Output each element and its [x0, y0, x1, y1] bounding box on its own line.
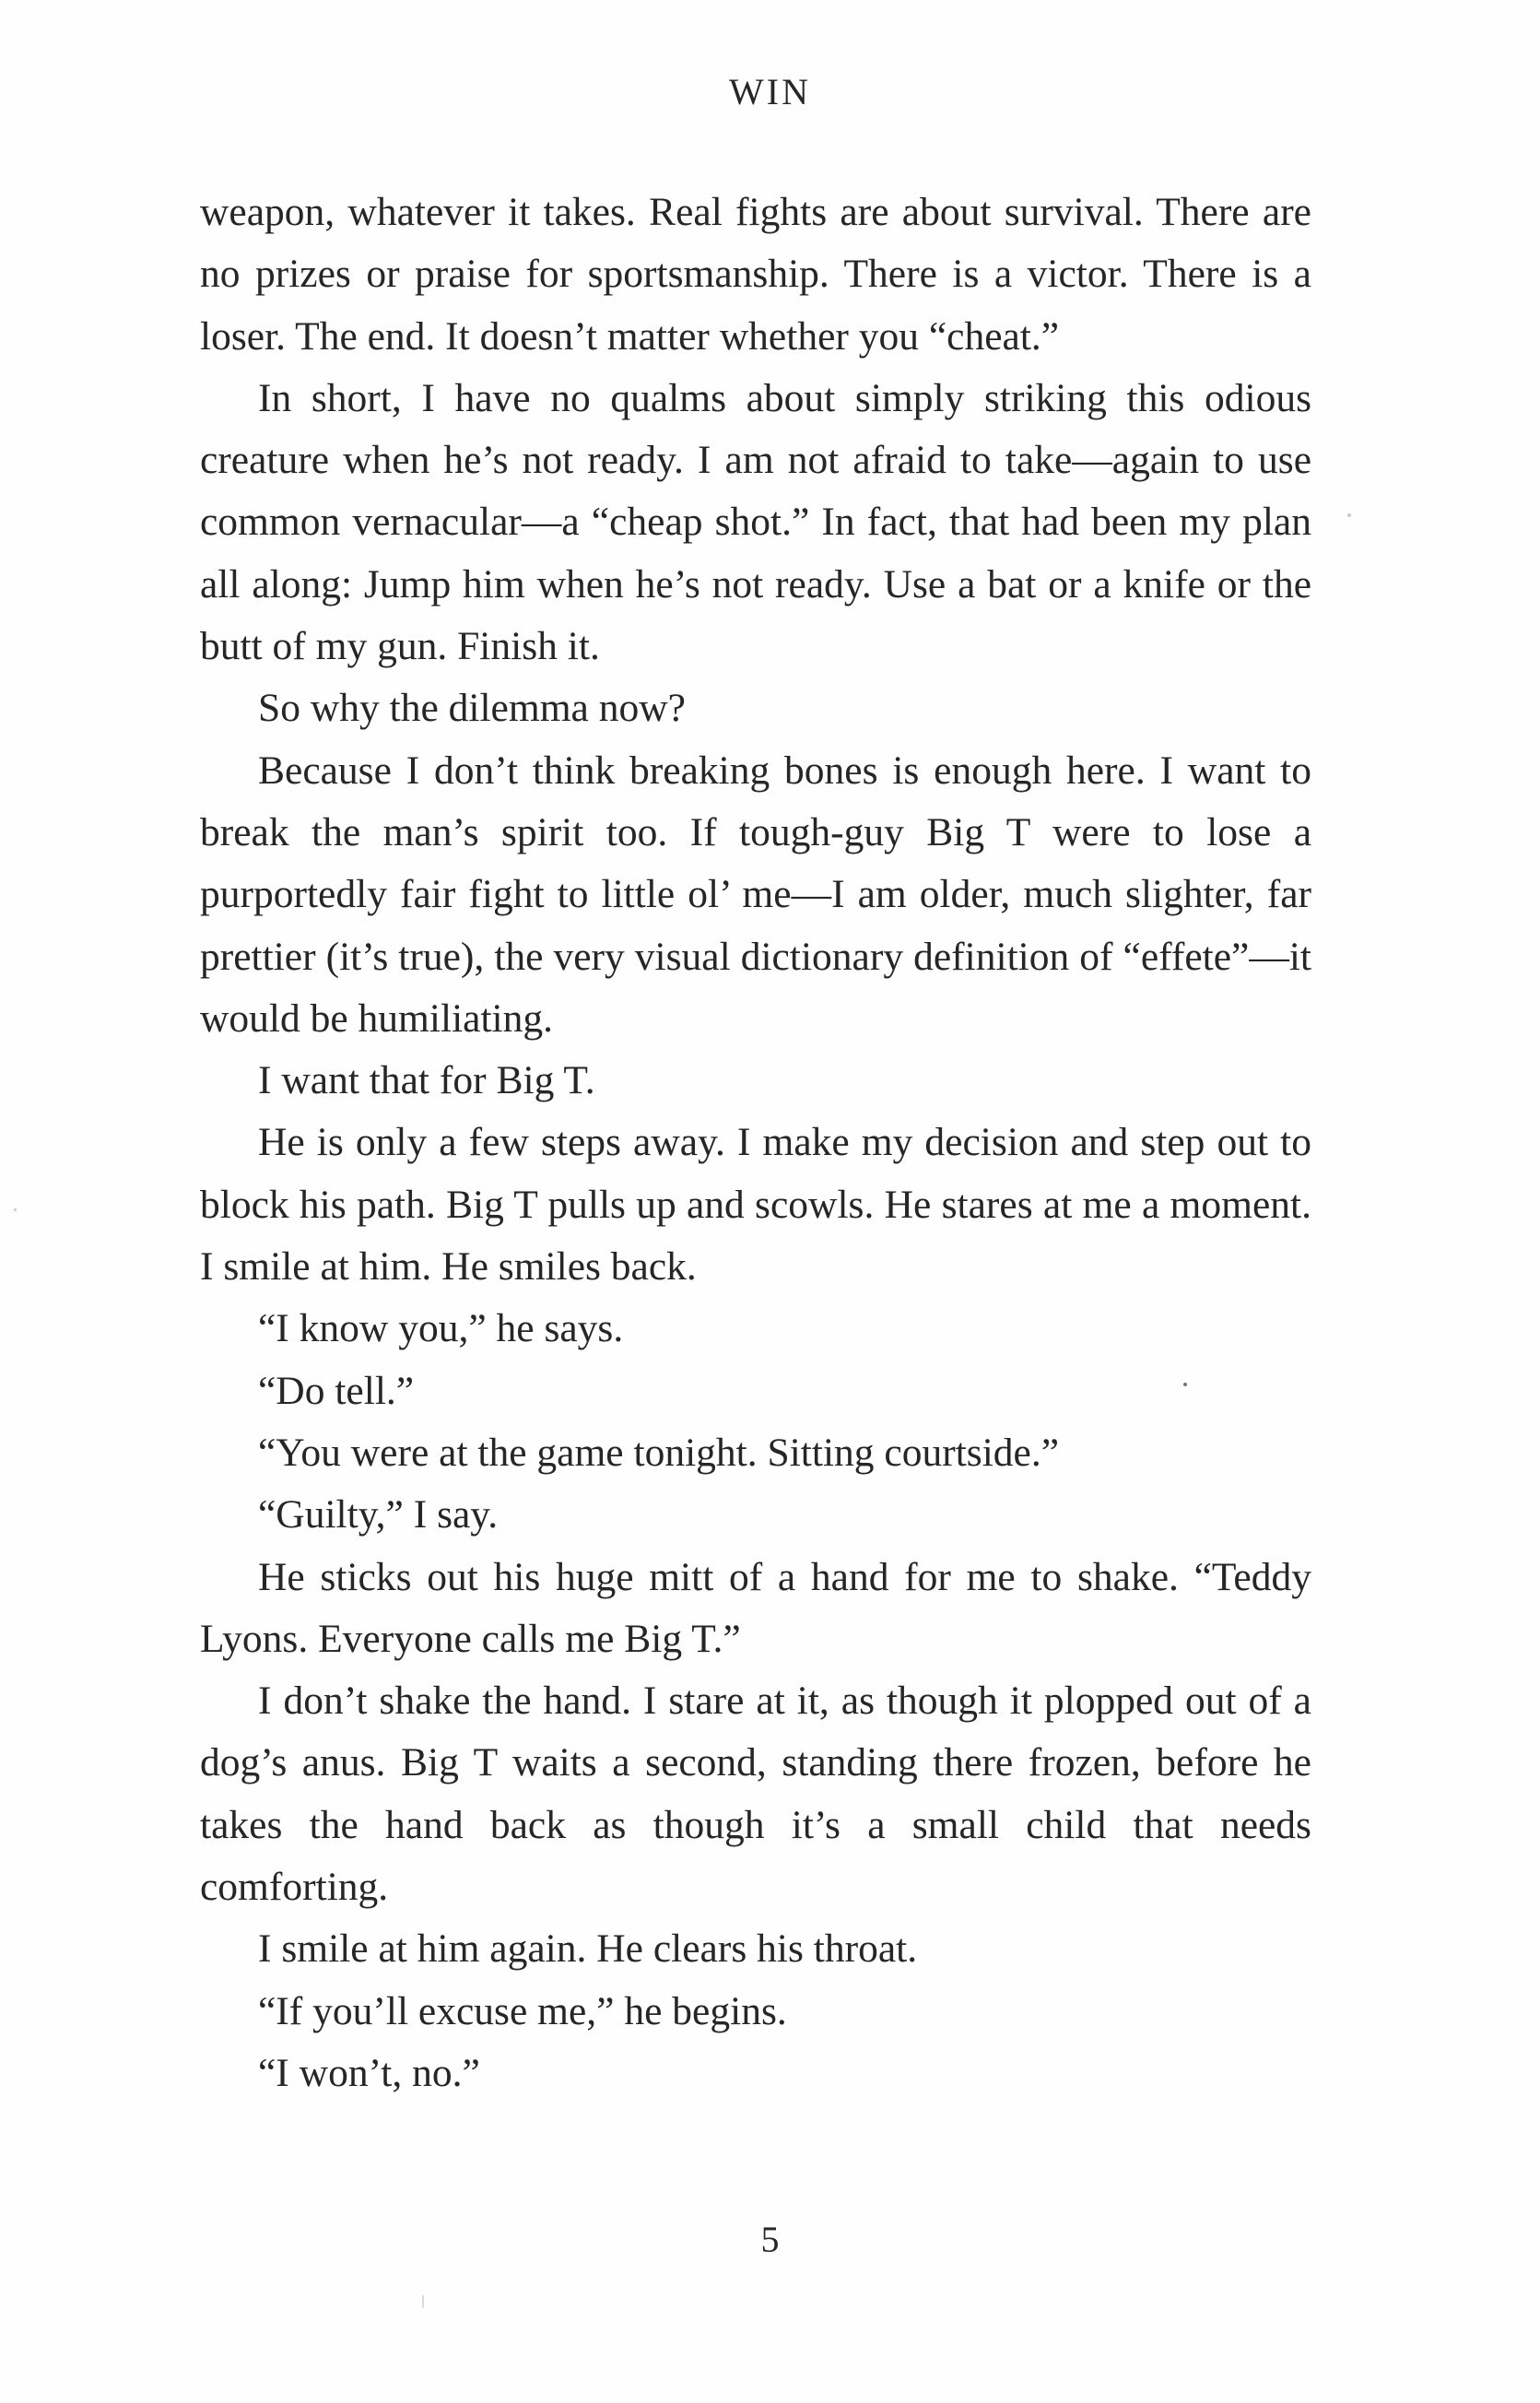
paragraph: “Do tell.” — [258, 1368, 415, 1413]
paragraph: He sticks out his huge mitt of a hand for me to shake. “Teddy Lyons. Everyone calls me Big T.” — [200, 1554, 1311, 1661]
paragraph: I want that for Big T. — [258, 1058, 595, 1103]
paragraph: I smile at him again. He clears his throat. — [258, 1926, 918, 1972]
scan-speck — [1183, 1383, 1187, 1386]
paragraph: “I won’t, no.” — [258, 2050, 480, 2095]
paragraph: “Guilty,” I say. — [258, 1492, 499, 1537]
paragraph: weapon, whatever it takes. Real fights are about survival. There are no prizes or praise for sportsmanship. There is a victor. There is a loser. The end. It doesn’t matter whether you “cheat.” — [200, 190, 1311, 359]
scan-speck — [1347, 513, 1351, 517]
paragraph: “If you’ll excuse me,” he begins. — [258, 1988, 787, 2033]
page-number: 5 — [760, 2219, 780, 2260]
scan-speck — [14, 1208, 17, 1211]
paragraph: In short, I have no qualms about simply striking this odious creature when he’s not ready. I am not afraid to take—again to use common vernacular—a “cheap shot.” In fact, that had been my plan all along: Jump him when he’s not ready. Use a bat or a knife or the butt of my gun. Finish it. — [200, 375, 1311, 669]
paragraph: Because I don’t think breaking bones is enough here. I want to break the man’s spirit too. If tough-guy Big T were to lose a purportedly fair fight to little ol’ me—I am older, much slighter, far prettier (it’s true), the very visual dictionary definition of “effete”—it would be humiliating. — [200, 748, 1311, 1041]
paragraph: I don’t shake the hand. I stare at it, as though it plopped out of a dog’s anus. Big T waits a second, standing there frozen, before he takes the hand back as though it’s a small child that needs comforting. — [200, 1679, 1311, 1910]
body-text — [200, 182, 1311, 2104]
paragraph: “I know you,” he says. — [258, 1306, 624, 1351]
paragraph: So why the dilemma now? — [258, 686, 686, 731]
scan-speck — [422, 2295, 424, 2308]
paragraph: He is only a few steps away. I make my decision and step out to block his path. Big T pulls up and scowls. He stares at me a moment. I smile at him. He smiles back. — [200, 1120, 1311, 1290]
running-head: WIN — [729, 71, 811, 112]
paragraph: “You were at the game tonight. Sitting courtside.” — [258, 1430, 1060, 1475]
